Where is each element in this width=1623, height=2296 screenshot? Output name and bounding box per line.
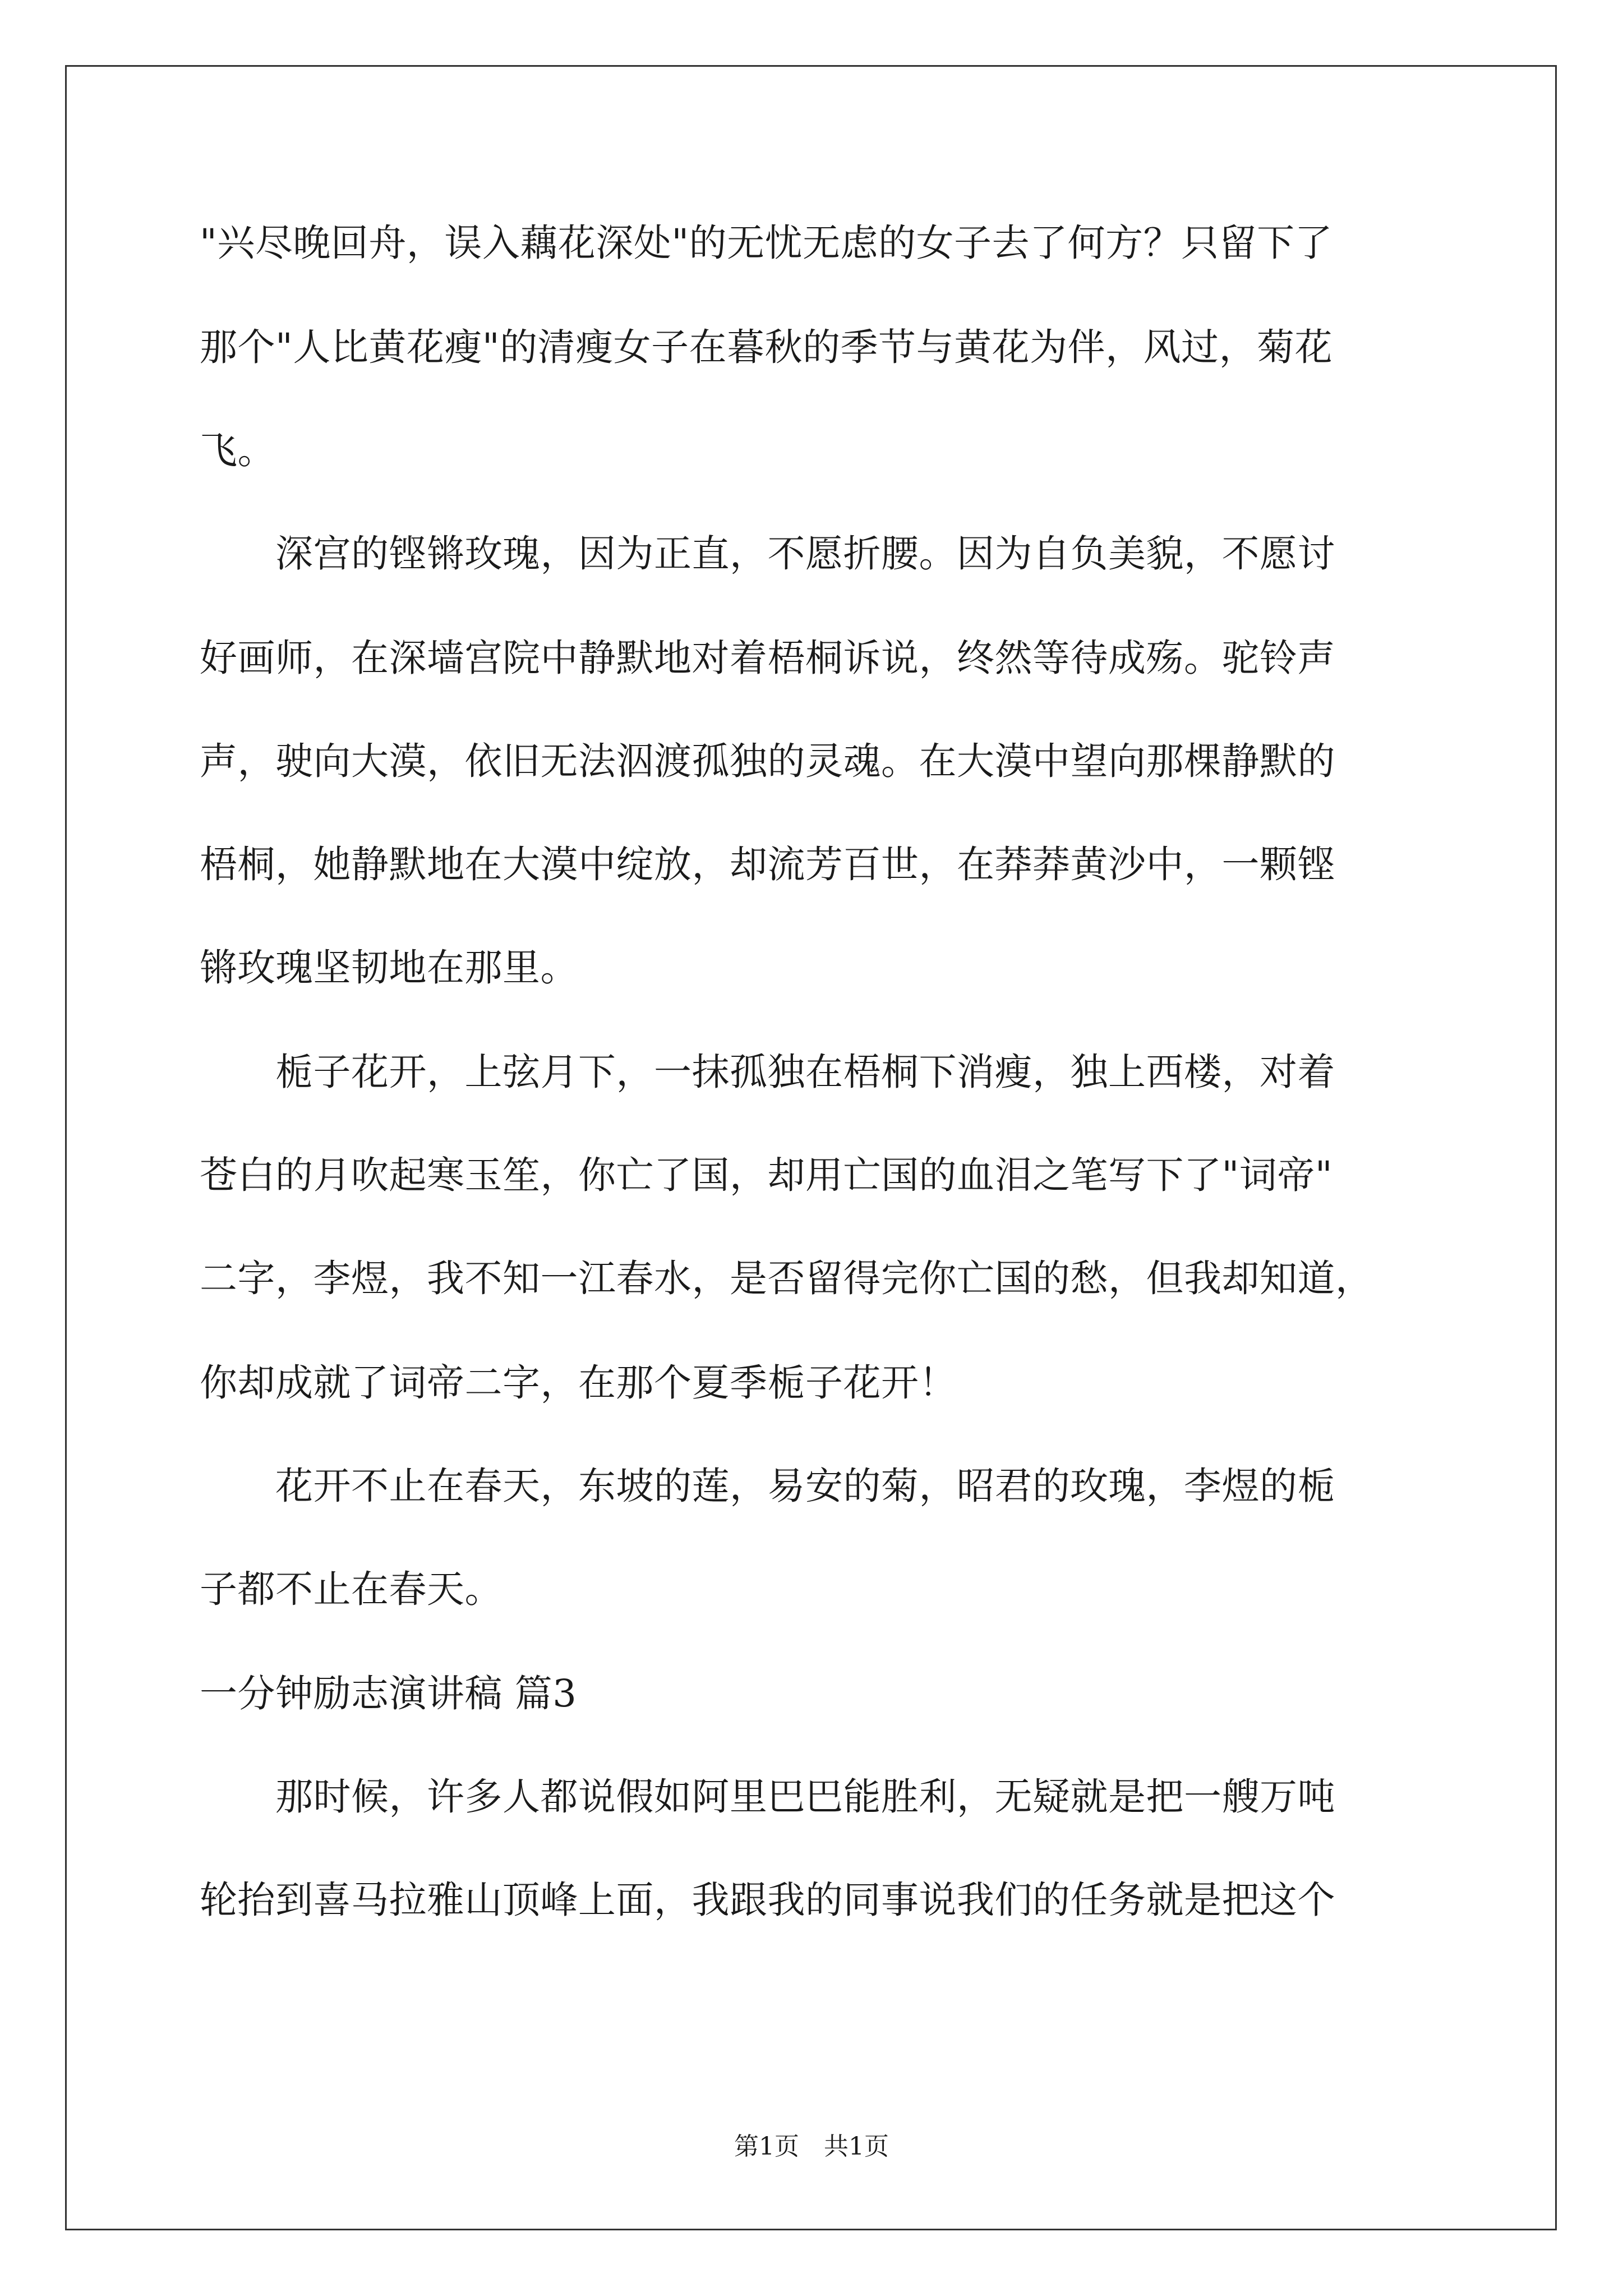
text-line: 二字，李煜，我不知一江春水，是否留得完你亡国的愁，但我却知道， (200, 1257, 1373, 1300)
text-line: 苍白的月吹起寒玉笙，你亡了国，却用亡国的血泪之笔写下了"词帝" (200, 1153, 1333, 1197)
text-line: 轮抬到喜马拉雅山顶峰上面，我跟我的同事说我们的任务就是把这个 (200, 1878, 1335, 1922)
section-heading: 一分钟励志演讲稿 篇3 (200, 1672, 577, 1715)
text-line: 子都不止在春天。 (200, 1567, 502, 1611)
text-line: 深宫的铿锵玫瑰，因为正直，不愿折腰。因为自负美貌，不愿讨 (200, 532, 1335, 576)
text-line: 栀子花开，上弦月下，一抹孤独在梧桐下消瘦，独上西楼，对着 (200, 1050, 1335, 1094)
text-line: 你却成就了词帝二字，在那个夏季栀子花开！ (200, 1361, 957, 1405)
text-line: 那时候，许多人都说假如阿里巴巴能胜利，无疑就是把一艘万吨 (200, 1775, 1335, 1819)
text-line: 锵玫瑰坚韧地在那里。 (200, 946, 578, 990)
text-line: 好画师，在深墙宫院中静默地对着梧桐诉说，终然等待成殇。驼铃声 (200, 636, 1335, 680)
text-line: 那个"人比黄花瘦"的清瘦女子在暮秋的季节与黄花为伴，风过，菊花 (200, 325, 1333, 369)
page-footer: 第1页 共1页 (734, 2132, 889, 2161)
text-line: "兴尽晚回舟，误入藕花深处"的无忧无虑的女子去了何方？只留下了 (200, 221, 1333, 265)
text-line: 花开不止在春天，东坡的莲，易安的菊，昭君的玫瑰，李煜的栀 (200, 1464, 1335, 1508)
text-line: 声，驶向大漠，依旧无法泅渡孤独的灵魂。在大漠中望向那棵静默的 (200, 739, 1335, 783)
text-line: 飞。 (200, 429, 275, 472)
text-line: 梧桐，她静默地在大漠中绽放，却流芳百世，在莽莽黄沙中，一颗铿 (200, 843, 1335, 886)
